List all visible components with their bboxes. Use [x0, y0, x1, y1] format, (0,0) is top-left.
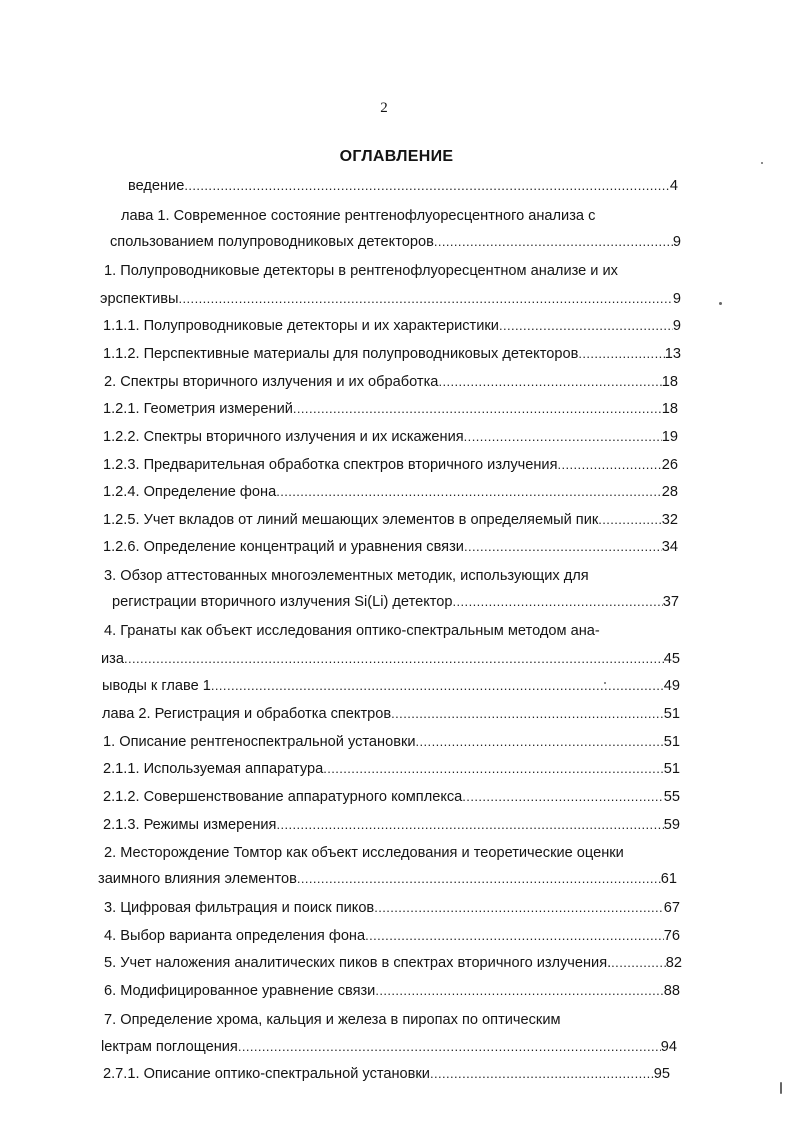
- toc-entry-page: 32: [661, 512, 678, 528]
- toc-entry-text: 5. Учет наложения аналитических пиков в спектрах вторичного излучения.: [104, 955, 612, 971]
- toc-entry-text: 1.2.1. Геометрия измерений: [103, 401, 293, 417]
- toc-entry-page: 51: [663, 706, 680, 722]
- toc-leader-dots: [374, 898, 664, 918]
- toc-entry-page: 51: [663, 734, 680, 750]
- scan-speck: [780, 1082, 782, 1094]
- toc-entry-page: 28: [661, 484, 678, 500]
- scan-speck: [604, 682, 606, 684]
- toc-leader-dots: [238, 1037, 661, 1057]
- toc-entry-text: 2. Месторождение Томтор как объект исследования и теоретические оценки: [104, 845, 624, 861]
- toc-entry-page: 67: [663, 900, 680, 916]
- toc-entry-text: 1.2.3. Предварительная обработка спектров вторичного излучения: [103, 457, 558, 473]
- toc-leader-dots: [276, 815, 663, 835]
- toc-entry-text: 1.2.6. Определение концентраций и уравнения связи: [103, 539, 464, 555]
- toc-leader-dots: [453, 592, 663, 612]
- toc-leader-dots: [438, 372, 661, 392]
- toc-entry: [128, 176, 678, 196]
- toc-leader-dots: [578, 344, 664, 364]
- toc-entry-page: 19: [661, 429, 678, 445]
- toc-entry: [104, 261, 684, 281]
- toc-entry-page: 45: [663, 651, 680, 667]
- toc-entry-page: 61: [660, 871, 677, 887]
- toc-entry: [100, 289, 681, 309]
- toc-entry-page: 88: [663, 983, 680, 999]
- toc-entry-text: ведение: [128, 178, 185, 194]
- toc-entry: [103, 759, 680, 779]
- toc-entry-text: заимного влияния элементов: [98, 871, 297, 887]
- toc-entry-text: 2.1.3. Режимы измерения: [103, 817, 277, 833]
- toc-entry: [103, 455, 678, 475]
- toc-entry: [104, 981, 680, 1001]
- toc-entry: [98, 869, 677, 889]
- toc-entry: [101, 649, 680, 669]
- toc-entry: [104, 926, 680, 946]
- toc-leader-dots: [297, 869, 661, 889]
- toc-entry-text: 1.2.4. Определение фона: [103, 484, 277, 500]
- toc-leader-dots: [464, 427, 662, 447]
- toc-entry-page: 76: [663, 928, 680, 944]
- toc-leader-dots: [375, 981, 663, 1001]
- toc-leader-dots: [499, 316, 673, 336]
- toc-entry-text: 4. Выбор варианта определения фона: [104, 928, 366, 944]
- toc-entry-page: 94: [660, 1039, 677, 1055]
- toc-entry: [121, 206, 681, 226]
- toc-leader-dots: [558, 455, 662, 475]
- toc-entry-text: лава 1. Современное состояние рентгенофлуоресцентного анализа с: [121, 208, 596, 224]
- toc-entry: [103, 537, 678, 557]
- toc-entry: [104, 898, 680, 918]
- page-title: ОГЛАВЛЕНИЕ: [339, 148, 454, 165]
- toc-entry-text: 1.2.2. Спектры вторичного излучения и их искажения: [103, 429, 464, 445]
- toc-leader-dots: [462, 787, 663, 807]
- toc-entry-text: 1.2.5. Учет вкладов от линий мешающих элементов в определяемый пик: [103, 512, 599, 528]
- toc-leader-dots: [276, 482, 662, 502]
- toc-leader-dots: [365, 926, 664, 946]
- toc-entry-text: спользованием полупроводниковых детекторов: [110, 234, 434, 250]
- toc-entry-text: 2.1.1. Используемая аппаратура: [103, 761, 324, 777]
- scan-speck: [719, 302, 722, 305]
- toc-leader-dots: [391, 704, 664, 724]
- toc-entry-page: 34: [661, 539, 678, 555]
- toc-leader-dots: [293, 399, 662, 419]
- toc-leader-dots: [598, 510, 662, 530]
- toc-entry-page: 55: [663, 789, 680, 805]
- toc-entry-text: lектрам поглощения: [101, 1039, 238, 1055]
- toc-leader-dots: [430, 1064, 654, 1084]
- toc-entry-text: 2. Спектры вторичного излучения и их обработка: [104, 374, 439, 390]
- toc-entry: [103, 787, 680, 807]
- toc-entry: [102, 704, 680, 724]
- toc-entry-text: 2.1.2. Совершенствование аппаратурного комплекса: [103, 789, 463, 805]
- toc-entry-page: 9: [672, 318, 681, 334]
- toc-entry: [103, 732, 680, 752]
- toc-entry-text: 2.7.1. Описание оптико-спектральной установки: [103, 1066, 430, 1082]
- toc-entry: [104, 566, 684, 586]
- page-number: 2: [380, 100, 388, 116]
- toc-leader-dots: [464, 537, 662, 557]
- toc-entry-text: эрспективы: [100, 291, 179, 307]
- toc-entry: [104, 1010, 684, 1030]
- scan-speck: [761, 162, 763, 164]
- toc-entry-text: лава 2. Регистрация и обработка спектров: [102, 706, 392, 722]
- toc-entry-text: 4. Гранаты как объект исследования оптико-спектральным методом ана-: [104, 623, 600, 639]
- toc-entry: [104, 843, 684, 863]
- toc-leader-dots: [323, 759, 664, 779]
- toc-entry: [103, 427, 678, 447]
- toc-leader-dots: [211, 676, 664, 696]
- toc-leader-dots: [611, 953, 666, 973]
- toc-leader-dots: [416, 732, 664, 752]
- toc-entry-text: 7. Определение хрома, кальция и железа в пиропах по оптическим: [104, 1012, 561, 1028]
- toc-entry: [102, 676, 680, 696]
- toc-entry-text: 1. Полупроводниковые детекторы в рентгенофлуоресцентном анализе и их: [104, 263, 618, 279]
- toc-entry-text: иза: [101, 651, 124, 667]
- toc-entry: [103, 482, 678, 502]
- toc-entry-page: 26: [661, 457, 678, 473]
- toc-entry: [103, 344, 681, 364]
- toc-entry: [104, 372, 678, 392]
- toc-entry-text: 3. Обзор аттестованных многоэлементных методик, использующих для: [104, 568, 589, 584]
- toc-leader-dots: [124, 649, 664, 669]
- toc-entry-text: 1.1.2. Перспективные материалы для полупроводниковых детекторов: [103, 346, 579, 362]
- toc-entry: [104, 953, 682, 973]
- toc-leader-dots: [434, 232, 673, 252]
- toc-leader-dots: [184, 176, 670, 196]
- toc-entry: [103, 399, 678, 419]
- toc-entry-page: 49: [663, 678, 680, 694]
- toc-entry-text: ыводы к главе 1: [102, 678, 211, 694]
- toc-entry: [112, 592, 679, 612]
- toc-entry: [110, 232, 681, 252]
- toc-entry: [103, 815, 680, 835]
- toc-entry-page: 4: [669, 178, 678, 194]
- toc-entry-text: 1. Описание рентгеноспектральной установки: [103, 734, 416, 750]
- toc-entry: [103, 1064, 670, 1084]
- toc-entry-page: 37: [662, 594, 679, 610]
- toc-entry-page: 9: [672, 234, 681, 250]
- toc-entry: [103, 510, 678, 530]
- toc-entry: [103, 316, 681, 336]
- toc-entry-page: 18: [661, 401, 678, 417]
- toc-entry-page: 51: [663, 761, 680, 777]
- toc-entry-text: 3. Цифровая фильтрация и поиск пиков: [104, 900, 375, 916]
- toc-entry-page: 82: [665, 955, 682, 971]
- toc-entry: [104, 621, 684, 641]
- toc-entry-text: 1.1.1. Полупроводниковые детекторы и их характеристики: [103, 318, 499, 334]
- toc-entry-page: 95: [653, 1066, 670, 1082]
- toc-entry: [101, 1037, 677, 1057]
- toc-entry-page: 9: [672, 291, 681, 307]
- toc-entry-page: 18: [661, 374, 678, 390]
- toc-entry-page: 13: [664, 346, 681, 362]
- toc-entry-text: 6. Модифицированное уравнение связи: [104, 983, 376, 999]
- toc-leader-dots: [179, 289, 673, 309]
- toc-entry-text: регистрации вторичного излучения Si(Li) детектор: [112, 594, 453, 610]
- toc-entry-page: 59: [663, 817, 680, 833]
